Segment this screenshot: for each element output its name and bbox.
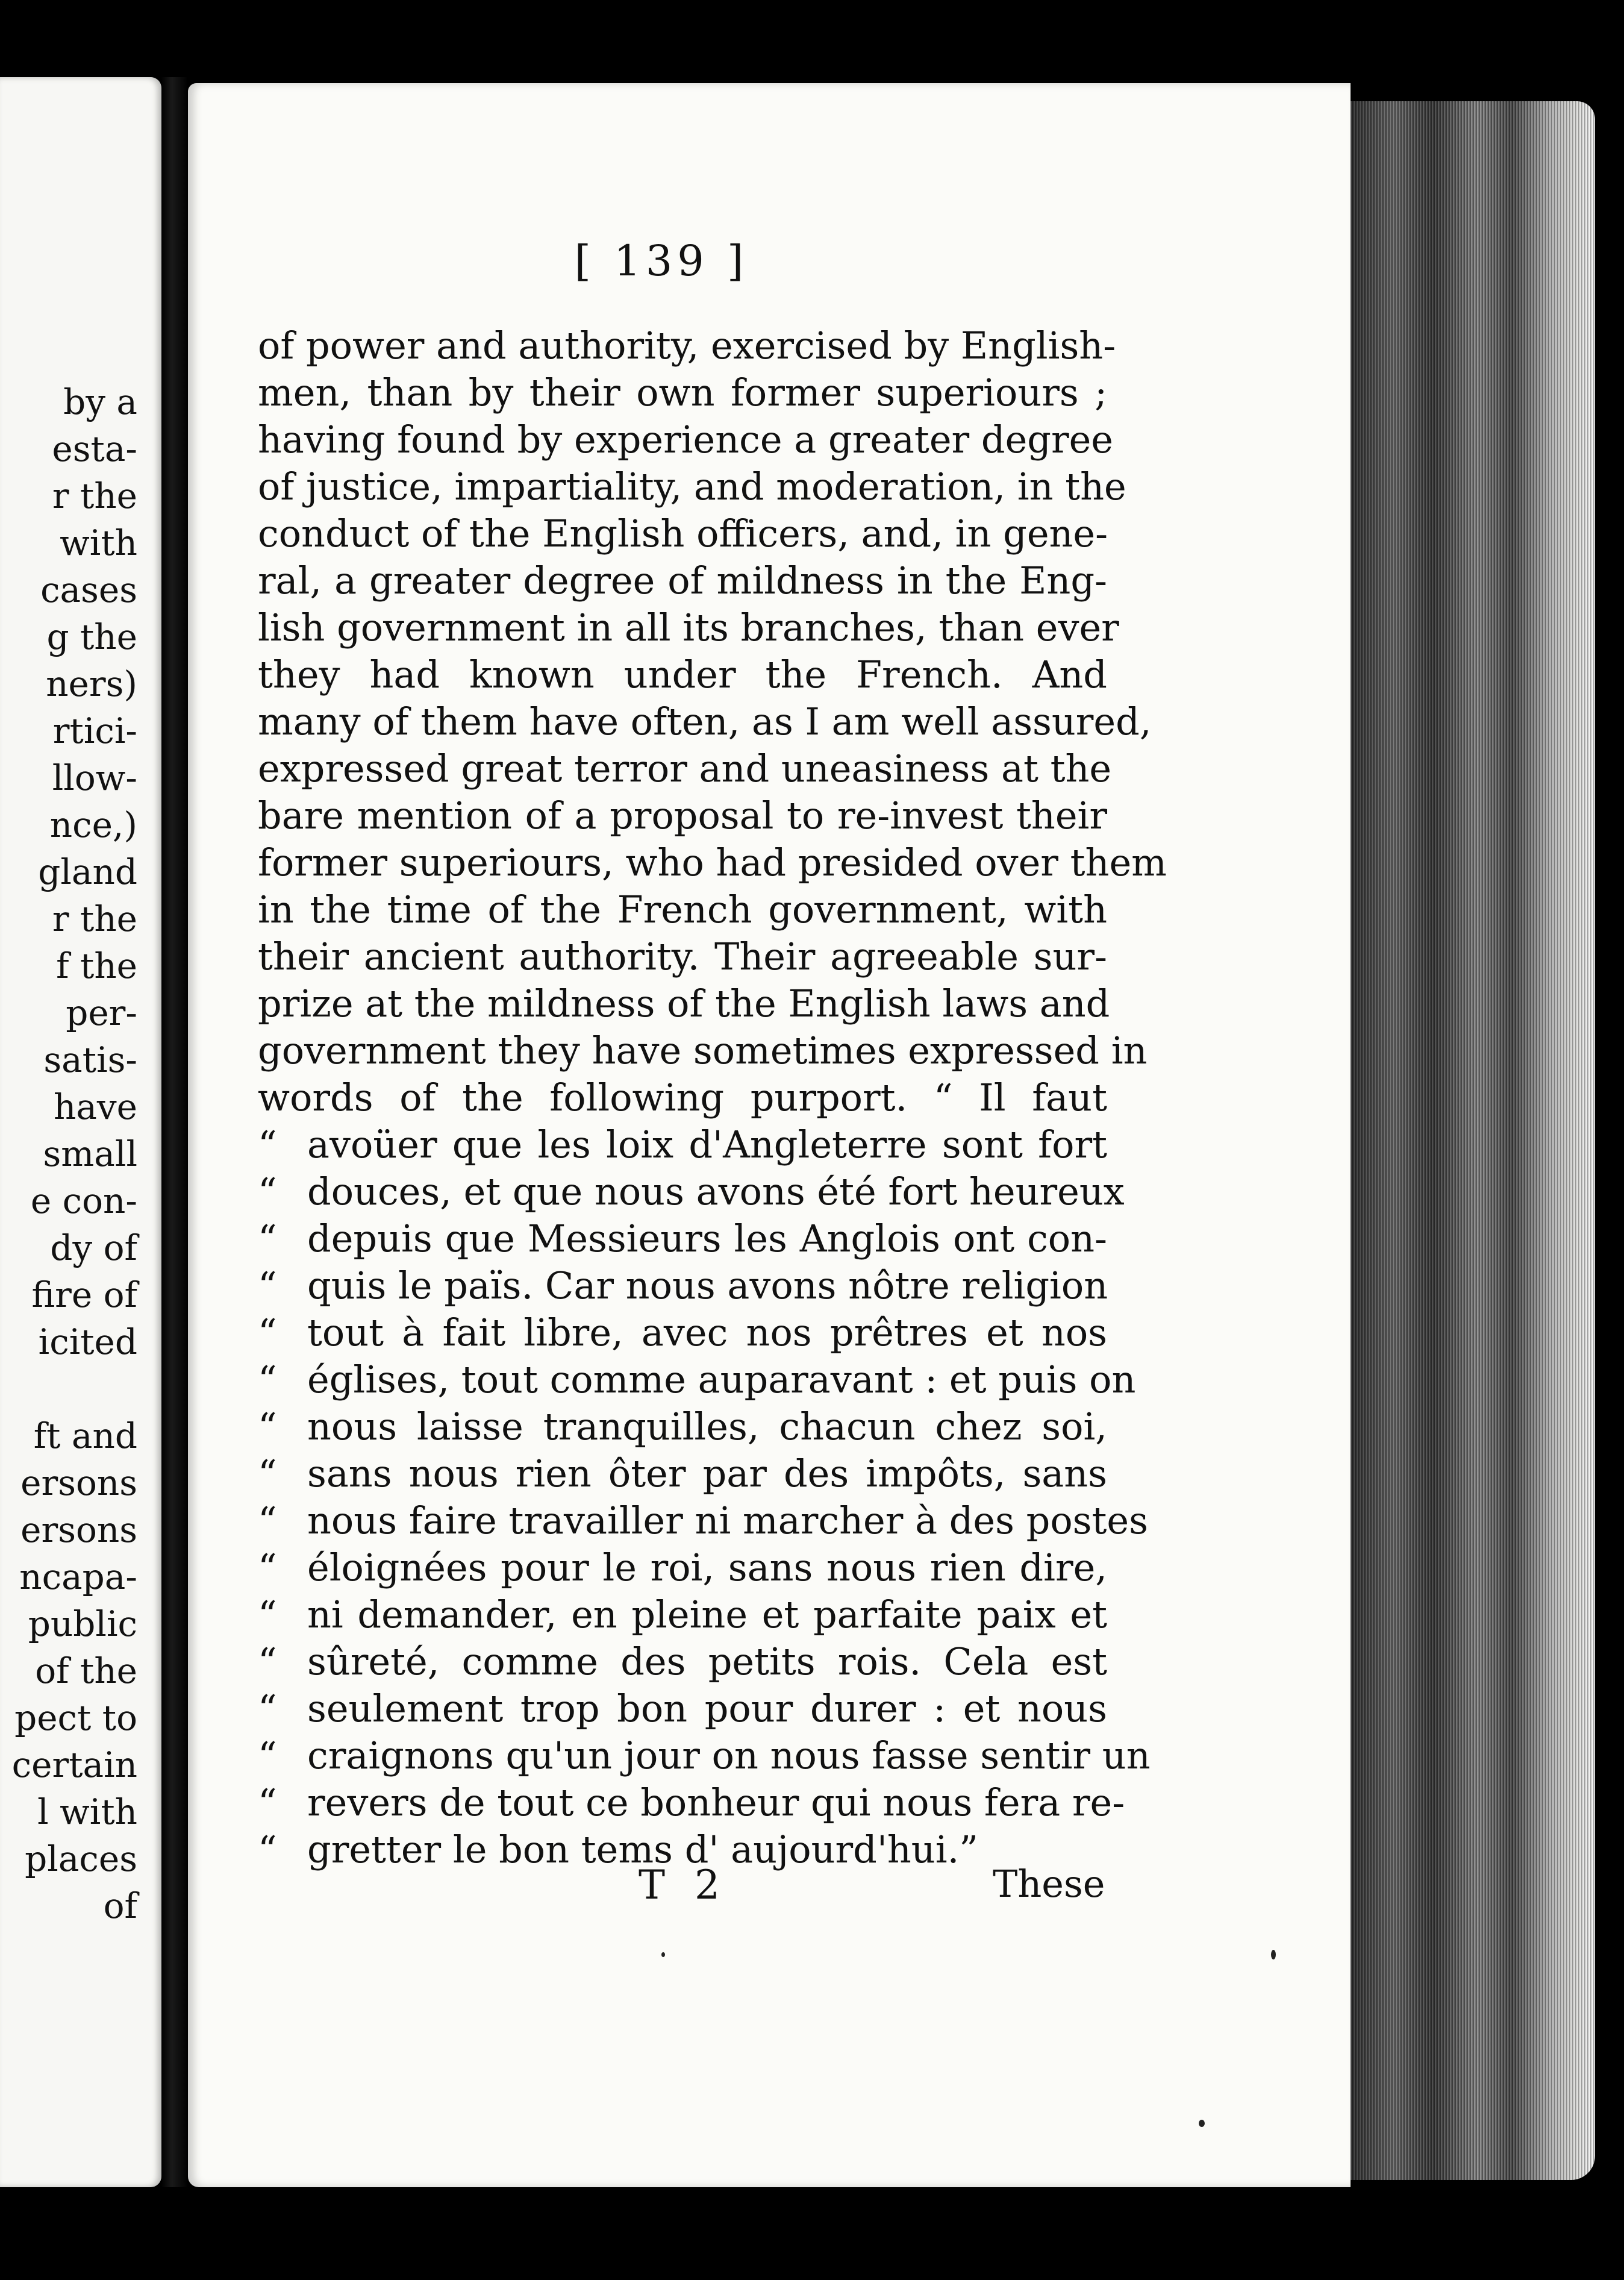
text-line: ral, a greater degree of mildness in the Eng- <box>258 559 1107 603</box>
previous-page-line: g the <box>46 616 137 657</box>
quotation-mark: “ <box>258 1358 277 1402</box>
previous-page-line: per- <box>66 992 137 1033</box>
quotation-mark: “ <box>258 1499 277 1542</box>
text-line: men, than by their own former superiours ; <box>258 371 1107 415</box>
quotation-text: depuis que Messieurs les Anglois ont con- <box>307 1217 1107 1261</box>
quotation-line <box>258 1732 1151 1779</box>
previous-page-line: ersons <box>20 1509 137 1550</box>
quotation-line <box>258 1450 1107 1497</box>
book-gutter <box>161 77 188 2187</box>
quotation-mark: “ <box>258 1311 277 1355</box>
text-line: government they have sometimes expressed in <box>258 1029 1148 1073</box>
quotation-text: églises, tout comme auparavant : et puis on <box>307 1358 1136 1402</box>
quotation-text: sûreté, comme des petits rois. Cela est <box>307 1640 1107 1683</box>
quotation-text: nous faire travailler ni marcher à des postes <box>307 1499 1148 1542</box>
previous-page-line: nce,) <box>49 804 137 845</box>
previous-page-line: by a <box>63 381 137 422</box>
previous-page-line: r the <box>52 898 137 939</box>
text-line: having found by experience a greater degree <box>258 418 1113 462</box>
previous-page-line: ncapa- <box>19 1556 137 1597</box>
text-line: many of them have often, as I am well assured, <box>258 700 1152 744</box>
quotation-line <box>258 1121 1107 1168</box>
text-line: they had known under the French. And <box>258 653 1107 697</box>
quotation-line <box>258 1591 1107 1638</box>
quotation-line <box>258 1544 1107 1591</box>
quotation-line <box>258 1262 1107 1309</box>
quotation-text: nous laisse tranquilles, chacun chez soi, <box>307 1405 1107 1448</box>
quotation-mark: “ <box>258 1546 277 1589</box>
previous-page-line: small <box>43 1133 137 1174</box>
text-line: conduct of the English officers, and, in gene- <box>258 512 1108 556</box>
quotation-line <box>258 1356 1136 1403</box>
quotation-text: revers de tout ce bonheur qui nous fera re- <box>307 1780 1125 1824</box>
text-line: prize at the mildness of the English laws and <box>258 982 1110 1026</box>
text-line: of justice, impartiality, and moderation, in the <box>258 465 1126 509</box>
text-line: their ancient authority. Their agreeable sur- <box>258 935 1107 979</box>
text-line: in the time of the French government, with <box>258 888 1107 932</box>
previous-page-line: public <box>28 1603 137 1644</box>
previous-page-line: gland <box>38 851 137 892</box>
text-line: words of the following purport. “ Il faut <box>258 1076 1107 1120</box>
quotation-mark: “ <box>258 1452 277 1495</box>
previous-page-line: icited <box>38 1321 137 1362</box>
quotation-mark: “ <box>258 1687 277 1730</box>
ink-speck <box>1199 2120 1205 2127</box>
text-line: former superiours, who had presided over them <box>258 841 1167 885</box>
quotation-mark: “ <box>258 1217 277 1261</box>
quotation-text: quis le païs. Car nous avons nôtre religion <box>307 1264 1108 1308</box>
quotation-mark: “ <box>258 1593 277 1636</box>
quotation-line <box>258 1168 1125 1215</box>
previous-page-line: with <box>60 522 137 563</box>
previous-page-line: e con- <box>30 1180 137 1221</box>
text-line: expressed great terror and uneasiness at the <box>258 747 1112 791</box>
quotation-text: avoüer que les loix d'Angleterre sont fort <box>307 1123 1107 1167</box>
text-line: of power and authority, exercised by English- <box>258 324 1116 368</box>
previous-page-line: cases <box>40 569 137 610</box>
previous-page-line: dy of <box>50 1227 137 1268</box>
previous-page-line: f the <box>56 945 137 986</box>
page-stack-edge <box>1351 101 1595 2180</box>
quotation-mark: “ <box>258 1264 277 1308</box>
previous-page-line: ners) <box>46 663 137 704</box>
quotation-line <box>258 1309 1107 1356</box>
quotation-line <box>258 1215 1107 1262</box>
previous-page-line: satis- <box>43 1039 137 1080</box>
previous-page-line: ft and <box>33 1415 137 1456</box>
previous-page-line: of <box>103 1885 137 1926</box>
previous-page-fragment <box>0 77 161 2187</box>
quotation-text: seulement trop bon pour durer : et nous <box>307 1687 1107 1730</box>
previous-page-line: l with <box>37 1791 137 1832</box>
ink-speck <box>1271 1950 1276 1959</box>
body-paragraph <box>258 322 1167 1121</box>
previous-page-line: rtici- <box>52 710 137 751</box>
previous-page-line: of the <box>35 1650 137 1691</box>
quotation-line <box>258 1403 1107 1450</box>
previous-page-line: certain <box>11 1744 137 1785</box>
quotation-text: sans nous rien ôter par des impôts, sans <box>307 1452 1107 1495</box>
quotation-text: douces, et que nous avons été fort heureux <box>307 1170 1125 1214</box>
quotation-mark: “ <box>258 1827 277 1871</box>
quotation-line <box>258 1685 1107 1732</box>
quotation-line <box>258 1497 1148 1544</box>
quotation-line <box>258 1638 1107 1685</box>
page-body-text <box>258 322 1167 1873</box>
quotation-mark: “ <box>258 1780 277 1824</box>
quotation-mark: “ <box>258 1405 277 1448</box>
text-line: lish government in all its branches, than ever <box>258 606 1119 650</box>
quotation-mark: “ <box>258 1170 277 1214</box>
french-quotation <box>258 1121 1151 1873</box>
previous-page-line: places <box>25 1838 137 1879</box>
quotation-mark: “ <box>258 1640 277 1683</box>
quotation-line <box>258 1779 1125 1826</box>
previous-page-line: r the <box>52 475 137 516</box>
quotation-text: gretter le bon tems d' aujourd'hui.” <box>307 1827 978 1871</box>
quotation-text: ni demander, en pleine et parfaite paix et <box>307 1593 1107 1636</box>
ink-speck <box>661 1952 665 1957</box>
quotation-mark: “ <box>258 1123 277 1167</box>
text-line: bare mention of a proposal to re-invest their <box>258 794 1107 838</box>
previous-page-line: fire of <box>31 1274 137 1315</box>
quotation-text: craignons qu'un jour on nous fasse sentir un <box>307 1733 1151 1777</box>
catchword: These <box>993 1862 1105 1906</box>
previous-page-line: ersons <box>20 1462 137 1503</box>
previous-page-line: esta- <box>52 428 137 469</box>
quotation-text: tout à fait libre, avec nos prêtres et nos <box>307 1311 1107 1355</box>
previous-page-line: have <box>53 1086 137 1127</box>
previous-page-line: pect to <box>14 1697 137 1738</box>
page-number: [ 139 ] <box>574 236 749 286</box>
signature-mark: T 2 <box>639 1862 728 1908</box>
previous-page-line: llow- <box>52 757 137 798</box>
quotation-mark: “ <box>258 1733 277 1777</box>
quotation-text: éloignées pour le roi, sans nous rien dire, <box>307 1546 1107 1589</box>
